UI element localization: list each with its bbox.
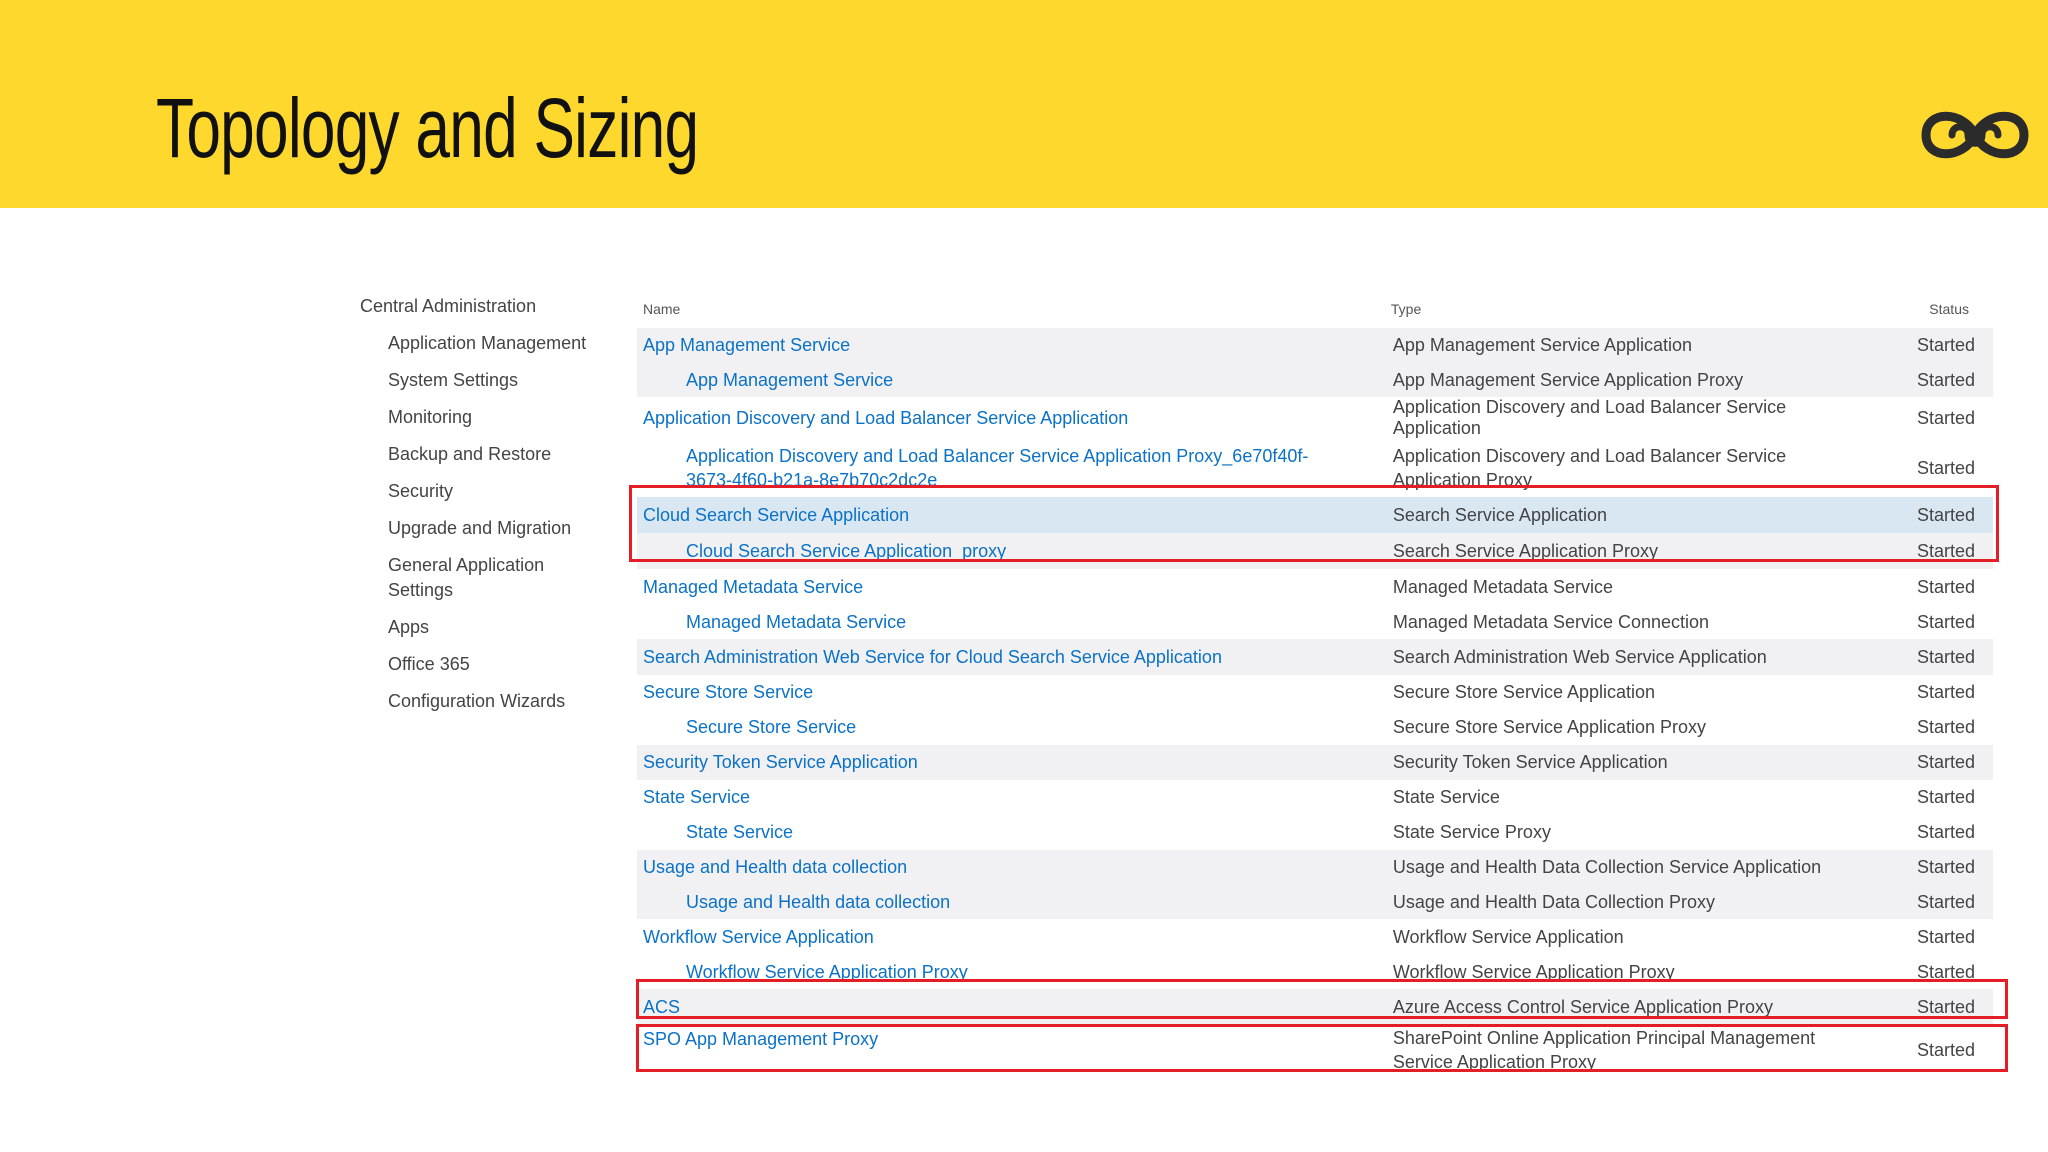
- service-status: Started: [1916, 717, 1975, 737]
- table-row[interactable]: [637, 710, 1993, 745]
- table-row[interactable]: [637, 1025, 1993, 1075]
- nav-monitoring[interactable]: Monitoring: [388, 407, 473, 427]
- service-name-link[interactable]: Cloud Search Service Application: [643, 504, 910, 525]
- table-row[interactable]: [637, 569, 1993, 605]
- nav-apps[interactable]: Apps: [388, 617, 430, 637]
- table-row[interactable]: [637, 955, 1993, 989]
- column-header-status[interactable]: Status: [1929, 301, 1969, 317]
- service-type: Security Token Service Application: [1385, 745, 1882, 780]
- table-row[interactable]: [637, 533, 1993, 569]
- service-status: Started: [1882, 363, 1993, 397]
- service-status: Started: [1916, 822, 1975, 842]
- service-type: Workflow Service Application: [1392, 926, 1624, 947]
- nav-central-administration[interactable]: Central Administration: [360, 296, 537, 316]
- service-type: Secure Store Service Application: [1392, 682, 1656, 702]
- service-type: Azure Access Control Service Application Proxy: [1385, 989, 1882, 1025]
- service-type: App Management Service Application Proxy: [1385, 363, 1882, 397]
- service-status: Started: [1882, 497, 1993, 533]
- service-type: State Service: [1392, 787, 1500, 807]
- service-name-link[interactable]: Workflow Service Application: [643, 926, 874, 947]
- service-status: Started: [1916, 682, 1975, 702]
- service-name-link[interactable]: Search Administration Web Service for Cloud Search Service Application: [643, 646, 1222, 667]
- slide-title: Topology and Sizing: [156, 81, 699, 175]
- service-type: SharePoint Online Application Principal Management Service Application Proxy: [1392, 1028, 1816, 1072]
- infinity-swirl-logo-icon: [1918, 96, 2032, 174]
- table-row[interactable]: [637, 639, 1993, 675]
- service-name-link[interactable]: Application Discovery and Load Balancer Service Application Proxy_6e70f40f-3673-4f60-b21a-8e7b70c2dc2e: [686, 446, 1309, 490]
- service-type: State Service Proxy: [1392, 822, 1551, 842]
- table-row[interactable]: [637, 605, 1993, 639]
- service-type: Secure Store Service Application Proxy: [1392, 717, 1707, 737]
- service-status: Started: [1882, 328, 1993, 363]
- service-type: Usage and Health Data Collection Service Application: [1385, 850, 1882, 885]
- service-name-link[interactable]: ACS: [643, 996, 681, 1017]
- service-type: Managed Metadata Service: [1392, 576, 1614, 597]
- service-type: Usage and Health Data Collection Proxy: [1385, 885, 1882, 919]
- table-row[interactable]: [637, 397, 1993, 439]
- nav-system-settings[interactable]: System Settings: [388, 370, 519, 390]
- service-type: Search Service Application: [1385, 497, 1882, 533]
- service-type: Managed Metadata Service Connection: [1392, 611, 1710, 632]
- service-name-link[interactable]: Secure Store Service: [643, 682, 814, 702]
- service-name-link[interactable]: Application Discovery and Load Balancer Service Application: [643, 407, 1129, 428]
- table-row[interactable]: [637, 850, 1993, 885]
- table-row[interactable]: [637, 745, 1993, 780]
- nav-general-application-settings[interactable]: General Application Settings: [388, 555, 545, 600]
- service-name-link[interactable]: Cloud Search Service Application_proxy: [686, 540, 1007, 561]
- service-type: Application Discovery and Load Balancer Service Application: [1392, 397, 1787, 438]
- service-type: Workflow Service Application Proxy: [1392, 961, 1675, 982]
- table-row[interactable]: [637, 439, 1993, 497]
- service-status: Started: [1882, 639, 1993, 675]
- nav-application-management[interactable]: Application Management: [388, 333, 587, 353]
- service-status: Started: [1916, 1039, 1975, 1060]
- service-name-link[interactable]: Usage and Health data collection: [686, 891, 951, 912]
- nav-configuration-wizards[interactable]: Configuration Wizards: [388, 691, 566, 711]
- column-header-type[interactable]: Type: [1390, 301, 1422, 317]
- title-banner: [0, 0, 2048, 208]
- service-status: Started: [1882, 745, 1993, 780]
- service-name-link[interactable]: Managed Metadata Service: [686, 611, 907, 632]
- service-name-link[interactable]: SPO App Management Proxy: [643, 1029, 879, 1049]
- table-row[interactable]: [637, 363, 1993, 397]
- table-row[interactable]: [637, 885, 1993, 919]
- service-status: Started: [1916, 961, 1975, 982]
- service-name-link[interactable]: Secure Store Service: [686, 717, 857, 737]
- service-name-link[interactable]: State Service: [686, 822, 794, 842]
- service-status: Started: [1916, 576, 1975, 597]
- service-status: Started: [1882, 850, 1993, 885]
- table-header-row: [637, 290, 1993, 328]
- nav-security[interactable]: Security: [388, 481, 454, 501]
- service-name-link[interactable]: App Management Service: [643, 335, 851, 355]
- service-type: Search Service Application Proxy: [1385, 533, 1882, 569]
- nav-backup-and-restore[interactable]: Backup and Restore: [388, 444, 552, 464]
- service-status: Started: [1916, 457, 1975, 478]
- service-status: Started: [1882, 533, 1993, 569]
- table-row-selected[interactable]: [637, 497, 1993, 533]
- table-row[interactable]: [637, 919, 1993, 955]
- service-name-link[interactable]: Usage and Health data collection: [643, 857, 908, 877]
- service-applications-table: [637, 290, 1993, 1075]
- service-status: Started: [1916, 926, 1975, 947]
- column-header-name[interactable]: Name: [643, 301, 681, 317]
- table-row[interactable]: [637, 780, 1993, 815]
- service-name-link[interactable]: State Service: [643, 787, 751, 807]
- service-name-link[interactable]: App Management Service: [686, 369, 894, 390]
- table-row[interactable]: [637, 675, 1993, 710]
- service-type: Search Administration Web Service Application: [1385, 639, 1882, 675]
- table-row[interactable]: [637, 328, 1993, 363]
- service-status: Started: [1882, 989, 1993, 1025]
- service-status: Started: [1916, 407, 1975, 428]
- service-name-link[interactable]: Security Token Service Application: [643, 752, 918, 772]
- table-row[interactable]: [637, 815, 1993, 850]
- service-name-link[interactable]: Managed Metadata Service: [643, 576, 864, 597]
- service-status: Started: [1916, 787, 1975, 807]
- service-name-link[interactable]: Workflow Service Application Proxy: [686, 961, 968, 982]
- nav-upgrade-and-migration[interactable]: Upgrade and Migration: [388, 518, 572, 538]
- service-status: Started: [1916, 611, 1975, 632]
- service-type: App Management Service Application: [1385, 328, 1882, 363]
- central-admin-nav: [360, 296, 610, 726]
- service-type: Application Discovery and Load Balancer Service Application Proxy: [1392, 446, 1787, 490]
- nav-office-365[interactable]: Office 365: [388, 654, 470, 674]
- service-status: Started: [1882, 885, 1993, 919]
- table-row[interactable]: [637, 989, 1993, 1025]
